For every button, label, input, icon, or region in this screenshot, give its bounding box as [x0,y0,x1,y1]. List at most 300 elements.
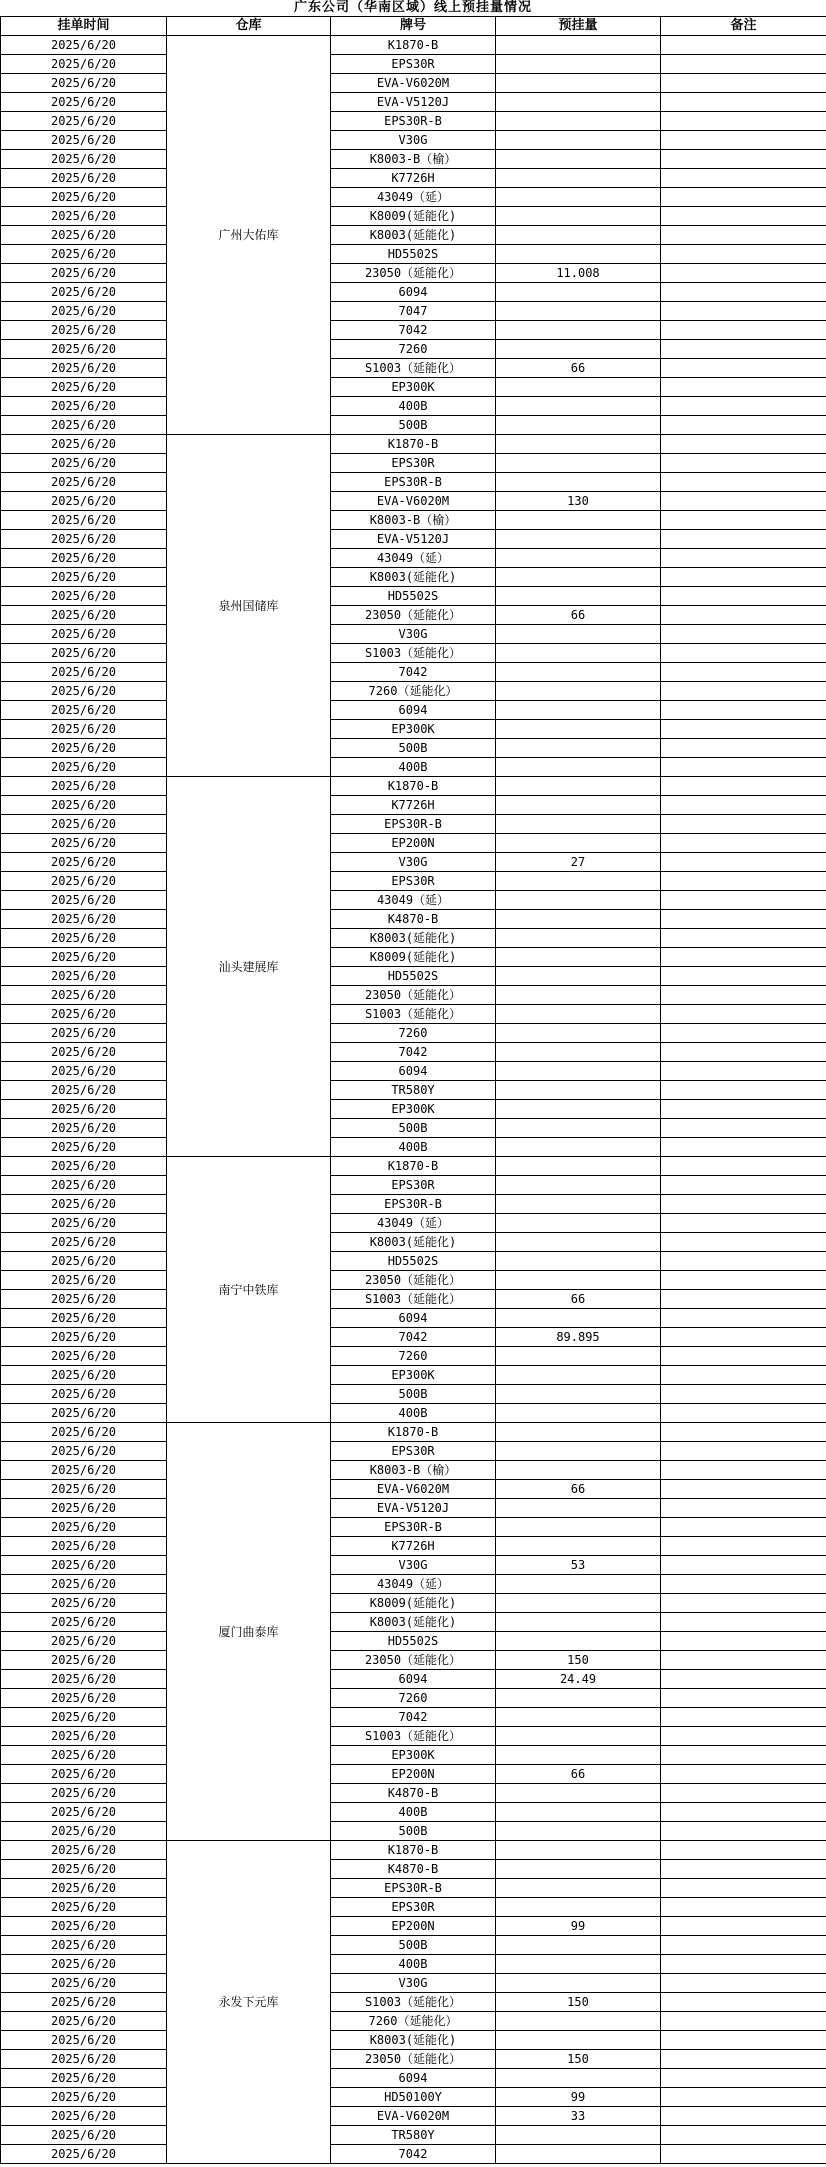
amount-cell [496,549,661,568]
date-cell: 2025/6/20 [1,2088,167,2107]
remark-cell [661,1309,826,1328]
remark-cell [661,378,826,397]
date-cell: 2025/6/20 [1,1005,167,1024]
amount-cell: 99 [496,2088,661,2107]
amount-cell [496,1385,661,1404]
table-row [1,340,826,359]
brand-cell: EVA-V6020M [331,1480,496,1499]
date-cell: 2025/6/20 [1,663,167,682]
remark-cell [661,1632,826,1651]
date-cell: 2025/6/20 [1,739,167,758]
brand-cell: EPS30R-B [331,112,496,131]
remark-cell [661,321,826,340]
brand-cell: V30G [331,625,496,644]
table-row [1,1480,826,1499]
date-cell: 2025/6/20 [1,1442,167,1461]
amount-cell [496,891,661,910]
brand-cell: K7726H [331,1537,496,1556]
date-cell: 2025/6/20 [1,207,167,226]
date-cell: 2025/6/20 [1,758,167,777]
table-row [1,131,826,150]
brand-cell: 23050（延能化） [331,2050,496,2069]
brand-cell: 23050（延能化） [331,264,496,283]
amount-cell [496,948,661,967]
remark-cell [661,1651,826,1670]
brand-cell: 500B [331,1119,496,1138]
brand-cell: K8003(延能化) [331,2031,496,2050]
brand-cell: 7042 [331,1328,496,1347]
amount-cell: 150 [496,1993,661,2012]
date-cell: 2025/6/20 [1,1917,167,1936]
brand-cell: EPS30R [331,454,496,473]
brand-cell: S1003（延能化） [331,1993,496,2012]
date-cell: 2025/6/20 [1,1138,167,1157]
remark-cell [661,1461,826,1480]
amount-cell [496,1784,661,1803]
table-row [1,891,826,910]
table-row [1,2069,826,2088]
date-cell: 2025/6/20 [1,2145,167,2164]
date-cell: 2025/6/20 [1,929,167,948]
date-cell: 2025/6/20 [1,435,167,454]
brand-cell: K8003-B（榆） [331,511,496,530]
amount-cell: 99 [496,1917,661,1936]
date-cell: 2025/6/20 [1,701,167,720]
brand-cell: K8003(延能化) [331,1233,496,1252]
remark-cell [661,644,826,663]
remark-cell [661,1993,826,2012]
remark-cell [661,1366,826,1385]
table-row [1,1860,826,1879]
table-row [1,245,826,264]
brand-cell: HD50100Y [331,2088,496,2107]
table-row [1,1195,826,1214]
brand-cell: HD5502S [331,587,496,606]
table-row [1,1594,826,1613]
brand-cell: K8009(延能化) [331,1594,496,1613]
brand-cell: EP300K [331,1366,496,1385]
date-cell: 2025/6/20 [1,1480,167,1499]
brand-cell: S1003（延能化） [331,644,496,663]
amount-cell [496,1233,661,1252]
amount-cell [496,796,661,815]
table-row [1,1936,826,1955]
date-cell: 2025/6/20 [1,36,167,55]
brand-cell: 6094 [331,1670,496,1689]
brand-cell: 7260（延能化） [331,2012,496,2031]
amount-cell: 27 [496,853,661,872]
table-body [1,36,826,2164]
date-cell: 2025/6/20 [1,1594,167,1613]
remark-cell [661,1898,826,1917]
table-row [1,587,826,606]
amount-cell [496,1366,661,1385]
date-cell: 2025/6/20 [1,625,167,644]
table-row [1,1309,826,1328]
brand-cell: EPS30R-B [331,1518,496,1537]
remark-cell [661,1100,826,1119]
amount-cell: 150 [496,2050,661,2069]
amount-cell [496,1537,661,1556]
remark-cell [661,1195,826,1214]
brand-cell: EVA-V5120J [331,530,496,549]
date-cell: 2025/6/20 [1,1499,167,1518]
remark-cell [661,2107,826,2126]
brand-cell: S1003（延能化） [331,1290,496,1309]
brand-cell: 7042 [331,1043,496,1062]
date-cell: 2025/6/20 [1,1784,167,1803]
brand-cell: EVA-V5120J [331,1499,496,1518]
table-row [1,454,826,473]
date-cell: 2025/6/20 [1,1309,167,1328]
remark-cell [661,1347,826,1366]
table-row [1,739,826,758]
brand-cell: EP200N [331,1917,496,1936]
date-cell: 2025/6/20 [1,891,167,910]
amount-cell [496,1423,661,1442]
amount-cell [496,1632,661,1651]
remark-cell [661,150,826,169]
page-title: 广东公司（华南区域）线上预挂量情况 [293,0,532,15]
amount-cell [496,625,661,644]
table-row [1,207,826,226]
table-row [1,1879,826,1898]
table-row [1,492,826,511]
table-row [1,1271,826,1290]
table-row [1,1233,826,1252]
brand-cell: K8009(延能化) [331,948,496,967]
table-row [1,283,826,302]
brand-cell: 500B [331,1822,496,1841]
table-row [1,2126,826,2145]
amount-cell [496,720,661,739]
brand-cell: K8003-B（榆） [331,1461,496,1480]
amount-cell [496,1955,661,1974]
date-cell: 2025/6/20 [1,967,167,986]
brand-cell: V30G [331,131,496,150]
remark-cell [661,948,826,967]
brand-cell: 6094 [331,2069,496,2088]
amount-cell [496,435,661,454]
remark-cell [661,1024,826,1043]
date-cell: 2025/6/20 [1,1366,167,1385]
date-cell: 2025/6/20 [1,1062,167,1081]
brand-cell: EP300K [331,1100,496,1119]
remark-cell [661,55,826,74]
remark-cell [661,701,826,720]
remark-cell [661,93,826,112]
date-cell: 2025/6/20 [1,1271,167,1290]
table-row [1,1461,826,1480]
remark-cell [661,530,826,549]
table-row [1,169,826,188]
remark-cell [661,1480,826,1499]
remark-cell [661,2145,826,2164]
amount-cell: 66 [496,1290,661,1309]
brand-cell: 6094 [331,1309,496,1328]
brand-cell: 7260 [331,1024,496,1043]
remark-cell [661,1974,826,1993]
date-cell: 2025/6/20 [1,1575,167,1594]
header-amount: 预挂量 [496,17,661,36]
date-cell: 2025/6/20 [1,397,167,416]
amount-cell [496,1594,661,1613]
header-warehouse: 仓库 [167,17,331,36]
date-cell: 2025/6/20 [1,2069,167,2088]
amount-cell [496,112,661,131]
brand-cell: 43049（延） [331,1214,496,1233]
amount-cell [496,1518,661,1537]
brand-cell: 400B [331,1404,496,1423]
amount-cell [496,1575,661,1594]
remark-cell [661,283,826,302]
brand-cell: S1003（延能化） [331,359,496,378]
date-cell: 2025/6/20 [1,1860,167,1879]
date-cell: 2025/6/20 [1,169,167,188]
remark-cell [661,1385,826,1404]
date-cell: 2025/6/20 [1,1556,167,1575]
table-row [1,1955,826,1974]
amount-cell [496,1746,661,1765]
remark-cell [661,1727,826,1746]
amount-cell: 66 [496,1480,661,1499]
remark-cell [661,207,826,226]
table-row [1,1974,826,1993]
amount-cell [496,587,661,606]
table-row [1,967,826,986]
warehouse-cell: 永发下元库 [167,1841,331,2164]
brand-cell: 7042 [331,2145,496,2164]
remark-cell [661,606,826,625]
remark-cell [661,1822,826,1841]
amount-cell [496,986,661,1005]
table-row [1,1005,826,1024]
table-row [1,1043,826,1062]
amount-cell [496,739,661,758]
brand-cell: K7726H [331,796,496,815]
date-cell: 2025/6/20 [1,1043,167,1062]
remark-cell [661,245,826,264]
date-cell: 2025/6/20 [1,1822,167,1841]
brand-cell: K1870-B [331,777,496,796]
amount-cell [496,1005,661,1024]
remark-cell [661,492,826,511]
brand-cell: K4870-B [331,1860,496,1879]
table-row [1,1157,826,1176]
amount-cell: 66 [496,1765,661,1784]
amount-cell [496,378,661,397]
table-row [1,1518,826,1537]
table-row [1,872,826,891]
table-row [1,2050,826,2069]
remark-cell [661,36,826,55]
amount-cell [496,815,661,834]
table-row [1,435,826,454]
table-row [1,2012,826,2031]
brand-cell: HD5502S [331,1632,496,1651]
table-row [1,2088,826,2107]
date-cell: 2025/6/20 [1,1632,167,1651]
date-cell: 2025/6/20 [1,1290,167,1309]
date-cell: 2025/6/20 [1,1252,167,1271]
amount-cell: 24.49 [496,1670,661,1689]
table-row [1,758,826,777]
amount-cell [496,1214,661,1233]
amount-cell [496,663,661,682]
date-cell: 2025/6/20 [1,245,167,264]
table-row [1,701,826,720]
table-row [1,606,826,625]
remark-cell [661,340,826,359]
brand-cell: K1870-B [331,1423,496,1442]
table-row [1,853,826,872]
remark-cell [661,1518,826,1537]
date-cell: 2025/6/20 [1,910,167,929]
remark-cell [661,2012,826,2031]
date-cell: 2025/6/20 [1,834,167,853]
amount-cell [496,473,661,492]
remark-cell [661,682,826,701]
remark-cell [661,1252,826,1271]
header-remark: 备注 [661,17,826,36]
date-cell: 2025/6/20 [1,511,167,530]
table-row [1,1442,826,1461]
amount-cell [496,1461,661,1480]
date-cell: 2025/6/20 [1,1841,167,1860]
remark-cell [661,1043,826,1062]
amount-cell [496,1879,661,1898]
date-cell: 2025/6/20 [1,1670,167,1689]
brand-cell: EPS30R-B [331,473,496,492]
date-cell: 2025/6/20 [1,55,167,74]
amount-cell [496,834,661,853]
table-row [1,74,826,93]
amount-cell [496,929,661,948]
amount-cell [496,245,661,264]
remark-cell [661,1176,826,1195]
brand-cell: 23050（延能化） [331,1271,496,1290]
table-row [1,473,826,492]
remark-cell [661,986,826,1005]
brand-cell: EVA-V6020M [331,74,496,93]
amount-cell [496,226,661,245]
warehouse-cell: 广州大佑库 [167,36,331,435]
amount-cell [496,644,661,663]
table-row [1,682,826,701]
brand-cell: EPS30R-B [331,815,496,834]
amount-cell [496,1727,661,1746]
amount-cell [496,1898,661,1917]
date-cell: 2025/6/20 [1,549,167,568]
remark-cell [661,359,826,378]
table-row [1,1632,826,1651]
brand-cell: 400B [331,1138,496,1157]
amount-cell: 66 [496,606,661,625]
remark-cell [661,302,826,321]
amount-cell: 150 [496,1651,661,1670]
table-row [1,1575,826,1594]
table-row [1,150,826,169]
date-cell: 2025/6/20 [1,587,167,606]
date-cell: 2025/6/20 [1,1955,167,1974]
table-row [1,1290,826,1309]
amount-cell [496,682,661,701]
brand-cell: K8003(延能化) [331,1613,496,1632]
table-row [1,644,826,663]
brand-cell: HD5502S [331,245,496,264]
amount-cell [496,1442,661,1461]
date-cell: 2025/6/20 [1,188,167,207]
table-row [1,1537,826,1556]
amount-cell [496,55,661,74]
amount-cell [496,454,661,473]
table-row [1,1081,826,1100]
remark-cell [661,1233,826,1252]
remark-cell [661,1689,826,1708]
date-cell: 2025/6/20 [1,340,167,359]
amount-cell [496,2012,661,2031]
brand-cell: EP200N [331,1765,496,1784]
date-cell: 2025/6/20 [1,1347,167,1366]
amount-cell [496,1822,661,1841]
amount-cell [496,1081,661,1100]
remark-cell [661,473,826,492]
table-row [1,1499,826,1518]
table-row [1,1062,826,1081]
remark-cell [661,549,826,568]
date-cell: 2025/6/20 [1,1898,167,1917]
table-row [1,188,826,207]
amount-cell: 66 [496,359,661,378]
table-row [1,1024,826,1043]
remark-cell [661,131,826,150]
remark-cell [661,1575,826,1594]
brand-cell: K8003(延能化) [331,568,496,587]
brand-cell: 23050（延能化） [331,986,496,1005]
date-cell: 2025/6/20 [1,1879,167,1898]
table-row [1,1993,826,2012]
remark-cell [661,1499,826,1518]
remark-cell [661,1860,826,1879]
brand-cell: V30G [331,853,496,872]
brand-cell: 43049（延） [331,549,496,568]
brand-cell: 7042 [331,663,496,682]
table-row [1,1689,826,1708]
brand-cell: EVA-V5120J [331,93,496,112]
brand-cell: EPS30R-B [331,1879,496,1898]
table-row [1,1252,826,1271]
date-cell: 2025/6/20 [1,1613,167,1632]
amount-cell [496,1860,661,1879]
date-cell: 2025/6/20 [1,112,167,131]
date-cell: 2025/6/20 [1,1233,167,1252]
amount-cell [496,74,661,93]
brand-cell: 7260（延能化） [331,682,496,701]
amount-cell [496,1176,661,1195]
brand-cell: S1003（延能化） [331,1005,496,1024]
remark-cell [661,2126,826,2145]
date-cell: 2025/6/20 [1,1993,167,2012]
brand-cell: 6094 [331,283,496,302]
brand-cell: 400B [331,1803,496,1822]
remark-cell [661,1936,826,1955]
remark-cell [661,112,826,131]
table-row [1,834,826,853]
brand-cell: EPS30R [331,1442,496,1461]
amount-cell [496,1499,661,1518]
brand-cell: EPS30R [331,872,496,891]
date-cell: 2025/6/20 [1,1708,167,1727]
